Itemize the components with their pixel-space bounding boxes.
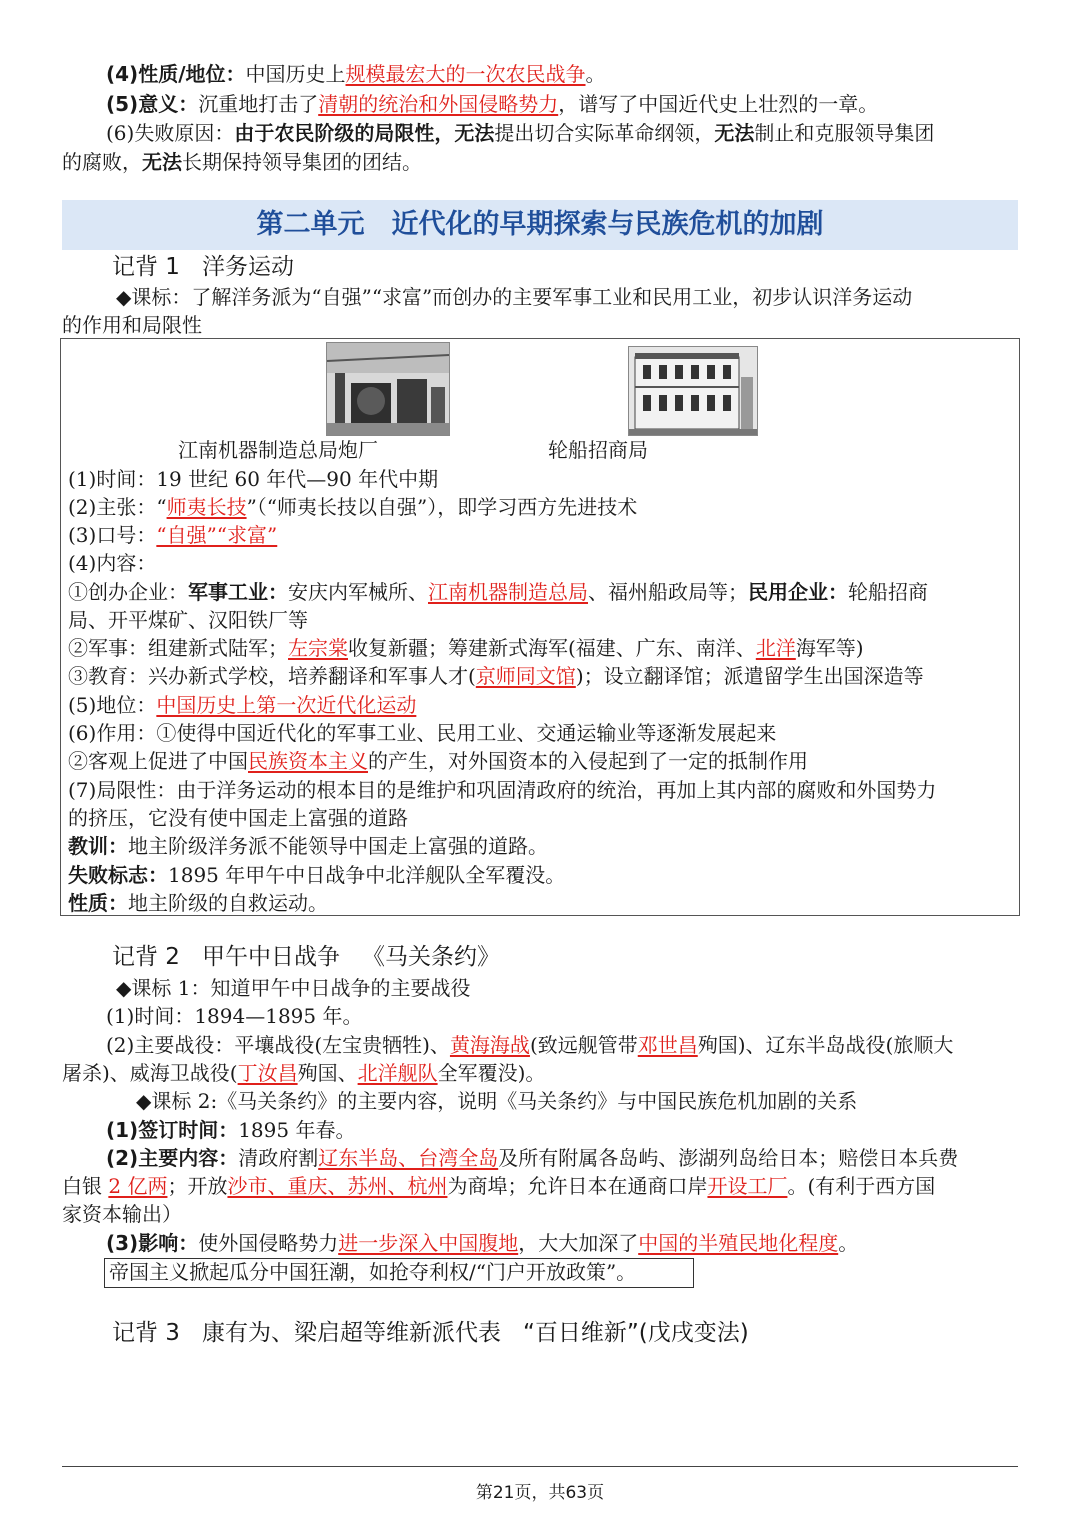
curriculum-standard-2b: ◆课标 2:《马关条约》的主要内容，说明《马关条约》与中国民族危机加剧的关系 bbox=[136, 1089, 858, 1113]
text: ；开放 bbox=[167, 1174, 228, 1198]
row-content: (4)内容： bbox=[68, 551, 157, 575]
highlight: 清朝的统治和外国侵略势力 bbox=[318, 92, 559, 116]
treaty-content-2 bbox=[62, 1172, 1022, 1200]
text: 轮船招商 bbox=[848, 580, 928, 604]
text: 殉国、 bbox=[297, 1061, 358, 1085]
text: 使外国侵略势力 bbox=[198, 1231, 339, 1255]
text: 由于农民阶级的局限性， bbox=[234, 121, 455, 145]
text: 清政府割 bbox=[238, 1146, 319, 1170]
text: 制止和克服领导集团 bbox=[754, 121, 935, 145]
highlight: 北洋舰队 bbox=[357, 1061, 438, 1085]
row-military bbox=[68, 634, 1018, 662]
text: 的腐败， bbox=[62, 150, 142, 174]
highlight: 进一步深入中国腹地 bbox=[338, 1231, 519, 1255]
row-enterprises bbox=[68, 578, 1018, 606]
text: 地主阶级的自救运动。 bbox=[128, 891, 328, 915]
framed-note: 帝国主义掀起瓜分中国狂潮，如抢夺利权/“门户开放政策”。 bbox=[104, 1258, 694, 1288]
highlight: 北洋 bbox=[755, 636, 796, 660]
page-number: 第21页，共63页 bbox=[475, 1483, 605, 1503]
treaty-time bbox=[62, 1116, 1066, 1144]
highlight: 规模最宏大的一次农民战争 bbox=[345, 62, 586, 86]
row-status bbox=[68, 691, 1018, 719]
section-title-2: “百日维新”(戊戌变法) bbox=[522, 1320, 749, 1346]
row-effect-2 bbox=[68, 747, 1018, 775]
curriculum-standard-2 bbox=[62, 311, 1022, 339]
failure-line bbox=[62, 119, 1066, 147]
war-battles-2 bbox=[62, 1059, 1022, 1087]
label: ①创办企业： bbox=[68, 580, 188, 604]
text: 的产生，对外国资本的入侵起到了一定的抵制作用 bbox=[368, 749, 808, 773]
text: 屠杀)、威海卫战役( bbox=[62, 1061, 238, 1085]
text: 军事工业： bbox=[188, 580, 288, 604]
text: ，谱写了中国近代史上壮烈的一章。 bbox=[558, 92, 879, 116]
text: 白银 bbox=[62, 1174, 109, 1198]
footer-rule bbox=[62, 1466, 1018, 1467]
label: (6)失败原因： bbox=[106, 121, 235, 145]
row-slogan bbox=[68, 521, 1018, 549]
row-enterprises-2: 局、开平煤矿、汉阳铁厂等 bbox=[68, 608, 308, 632]
highlight: 京师同文馆 bbox=[475, 664, 576, 688]
section-3-heading bbox=[112, 1318, 771, 1348]
text: 全军覆没)。 bbox=[437, 1061, 546, 1085]
highlight: 民族资本主义 bbox=[248, 749, 368, 773]
highlight: 中国历史上第一次近代化运动 bbox=[156, 693, 417, 717]
building-photo bbox=[628, 346, 758, 436]
caption-factory: 江南机器制造总局炮厂 bbox=[178, 438, 378, 462]
label: (2)主张： bbox=[68, 495, 157, 519]
caption-building: 轮船招商局 bbox=[548, 438, 648, 462]
row-time: (1)时间：19 世纪 60 年代—90 年代中期 bbox=[68, 467, 439, 491]
text: 长期保持领导集团的团结。 bbox=[182, 150, 422, 174]
label: (1)签订时间： bbox=[106, 1118, 239, 1142]
significance-line bbox=[62, 90, 1066, 118]
text: 兴办新式学校，培养翻译和军事人才( bbox=[148, 664, 476, 688]
highlight: 丁汝昌 bbox=[237, 1061, 298, 1085]
text: 的作用和局限性 bbox=[62, 313, 202, 337]
label: (5)地位： bbox=[68, 693, 157, 717]
row-effect: (6)作用：①使得中国近代化的军事工业、民用工业、交通运输业等逐渐发展起来 bbox=[68, 721, 777, 745]
factory-image bbox=[327, 343, 449, 435]
treaty-content-3: 家资本输出） bbox=[62, 1202, 182, 1226]
text: 安庆内军械所、 bbox=[288, 580, 428, 604]
text: 为商埠；允许日本在通商口岸 bbox=[447, 1174, 708, 1198]
section-number: 记背 3 bbox=[112, 1320, 180, 1346]
highlight: 师夷长技 bbox=[166, 495, 247, 519]
row-claim bbox=[68, 493, 1018, 521]
label: 性质： bbox=[68, 891, 128, 915]
text: 无法 bbox=[142, 150, 182, 174]
text: 无法 bbox=[714, 121, 755, 145]
text: 中国历史上 bbox=[245, 62, 346, 86]
failure-line-2 bbox=[62, 148, 1022, 176]
factory-photo bbox=[326, 342, 450, 436]
text: ◆课标：了解洋务派为“自强”“求富”而创办的主要军事工业和民用工业，初步认识洋务运动 bbox=[116, 285, 913, 309]
text: )；设立翻译馆；派遣留学生出国深造等 bbox=[575, 664, 924, 688]
text: 及所有附属各岛屿、澎湖列岛给日本；赔偿日本兵费 bbox=[498, 1146, 959, 1170]
nature-line bbox=[62, 60, 1066, 88]
highlight: 江南机器制造总局 bbox=[428, 580, 588, 604]
text: 。 bbox=[838, 1231, 859, 1255]
section-1-heading bbox=[112, 252, 316, 282]
section-title: 甲午中日战争 bbox=[201, 944, 340, 970]
row-failure-sign bbox=[68, 861, 1018, 889]
text: 1895 年甲午中日战争中北洋舰队全军覆没。 bbox=[168, 863, 566, 887]
text: 。(有利于西方国 bbox=[787, 1174, 936, 1198]
treaty-impact bbox=[62, 1229, 1066, 1257]
section-title: 洋务运动 bbox=[201, 254, 294, 280]
label: (5)意义： bbox=[106, 92, 199, 116]
row-limitation-2: 的挤压，它没有使中国走上富强的道路 bbox=[68, 806, 408, 830]
label: 教训： bbox=[68, 834, 128, 858]
label: (4)性质/地位： bbox=[106, 62, 246, 86]
text: (2)主要战役：平壤战役(左宝贵牺牲)、 bbox=[106, 1033, 450, 1057]
text: ”（“师夷长技以自强”），即学习西方先进技术 bbox=[246, 495, 638, 519]
text: (致远舰管带 bbox=[529, 1033, 638, 1057]
curriculum-standard bbox=[62, 283, 1076, 311]
label: 失败标志： bbox=[68, 863, 168, 887]
text: 民用企业： bbox=[748, 580, 848, 604]
highlight: 沙市、重庆、苏州、杭州 bbox=[227, 1174, 448, 1198]
text: 提出切合实际革命纲领， bbox=[494, 121, 715, 145]
text: 、福州船政局等； bbox=[588, 580, 748, 604]
text: 组建新式陆军； bbox=[148, 636, 288, 660]
text: 地主阶级洋务派不能领导中国走上富强的道路。 bbox=[128, 834, 548, 858]
highlight: 2 亿两 bbox=[108, 1174, 168, 1198]
text: 殉国)、辽东半岛战役(旅顺大 bbox=[697, 1033, 954, 1057]
section-title-2: 《马关条约》 bbox=[361, 944, 500, 970]
text: 无法 bbox=[454, 121, 495, 145]
highlight: 开设工厂 bbox=[707, 1174, 788, 1198]
text: 收复新疆；筹建新式海军(福建、广东、南洋、 bbox=[348, 636, 756, 660]
highlight: 左宗棠 bbox=[288, 636, 348, 660]
text: 海军等) bbox=[795, 636, 864, 660]
row-nature bbox=[68, 889, 1018, 917]
label: ②军事： bbox=[68, 636, 148, 660]
row-education bbox=[68, 662, 1018, 690]
section-title: 康有为、梁启超等维新派代表 bbox=[201, 1320, 501, 1346]
highlight: 辽东半岛、台湾全岛 bbox=[318, 1146, 499, 1170]
highlight: 邓世昌 bbox=[637, 1033, 698, 1057]
highlight: 黄海海战 bbox=[449, 1033, 530, 1057]
building-image bbox=[629, 347, 757, 435]
treaty-content bbox=[62, 1144, 1066, 1172]
text: 。 bbox=[585, 62, 606, 86]
row-limitation: (7)局限性：由于洋务运动的根本目的是维护和巩固清政府的统治，再加上其内部的腐败和外国势力 bbox=[68, 778, 937, 802]
unit-banner: 第二单元 近代化的早期探索与民族危机的加剧 bbox=[62, 200, 1018, 250]
row-lesson bbox=[68, 832, 1018, 860]
label: ③教育： bbox=[68, 664, 148, 688]
section-number: 记背 1 bbox=[112, 254, 180, 280]
text: ，大大加深了 bbox=[518, 1231, 639, 1255]
highlight: 中国的半殖民地化程度 bbox=[638, 1231, 839, 1255]
section-number: 记背 2 bbox=[112, 944, 180, 970]
label: (2)主要内容： bbox=[106, 1146, 239, 1170]
section-2-heading bbox=[112, 942, 522, 972]
curriculum-standard-1: ◆课标 1：知道甲午中日战争的主要战役 bbox=[116, 976, 471, 1000]
war-time: (1)时间：1894—1895 年。 bbox=[106, 1004, 363, 1028]
war-battles bbox=[62, 1031, 1066, 1059]
text: 1895 年春。 bbox=[238, 1118, 356, 1142]
text: ②客观上促进了中国 bbox=[68, 749, 248, 773]
text: 沉重地打击了 bbox=[198, 92, 319, 116]
label: (3)口号： bbox=[68, 523, 157, 547]
highlight: “自强”“求富” bbox=[156, 523, 278, 547]
label: (3)影响： bbox=[106, 1231, 199, 1255]
text: “ bbox=[156, 495, 167, 519]
